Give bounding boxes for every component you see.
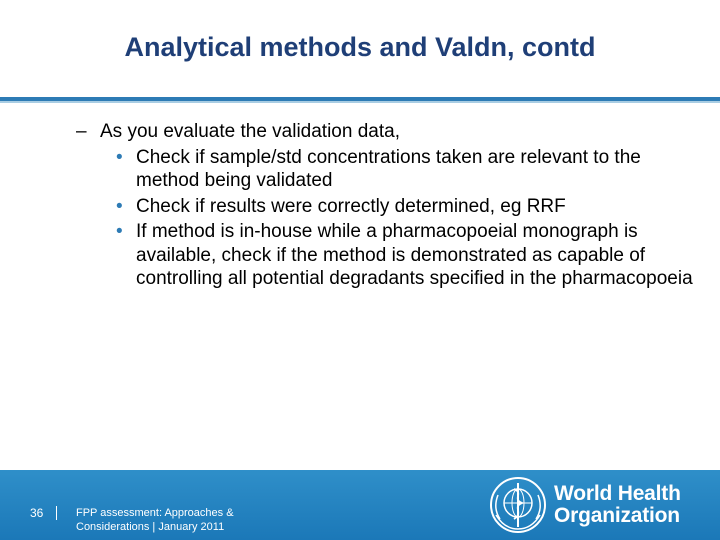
bullet-marker: • bbox=[116, 195, 123, 217]
dash-marker: – bbox=[76, 121, 87, 142]
page-number: 36 bbox=[30, 506, 44, 520]
bullet-item bbox=[76, 146, 696, 193]
slide-body bbox=[76, 120, 696, 291]
level1-text: As you evaluate the validation data, bbox=[100, 121, 400, 142]
bullet-text: If method is in-house while a pharmacopoeial monograph is available, check if the method is demonstrated as capable of controlling all potential degradants specified in the pharmacopoeia bbox=[136, 221, 693, 289]
organization-name bbox=[554, 483, 681, 527]
who-logo bbox=[488, 475, 713, 535]
who-emblem-icon bbox=[488, 475, 548, 535]
logo-line-2: Organization bbox=[554, 504, 680, 527]
bullet-text: Check if results were correctly determined, eg RRF bbox=[136, 195, 566, 217]
footer-caption: FPP assessment: Approaches & Considerations | January 2011 bbox=[76, 507, 234, 533]
footer-separator bbox=[56, 506, 57, 520]
title-divider-shadow bbox=[0, 101, 720, 103]
logo-line-1: World Health bbox=[554, 482, 681, 505]
bullet-item bbox=[76, 195, 696, 219]
bullet-marker: • bbox=[116, 146, 123, 168]
bullet-item bbox=[76, 220, 696, 291]
slide-footer bbox=[0, 470, 720, 540]
level1-item bbox=[76, 120, 696, 144]
slide-title: Analytical methods and Valdn, contd bbox=[124, 32, 596, 62]
bullet-marker: • bbox=[116, 221, 123, 242]
bullet-text: Check if sample/std concentrations taken are relevant to the method being validated bbox=[136, 146, 641, 191]
